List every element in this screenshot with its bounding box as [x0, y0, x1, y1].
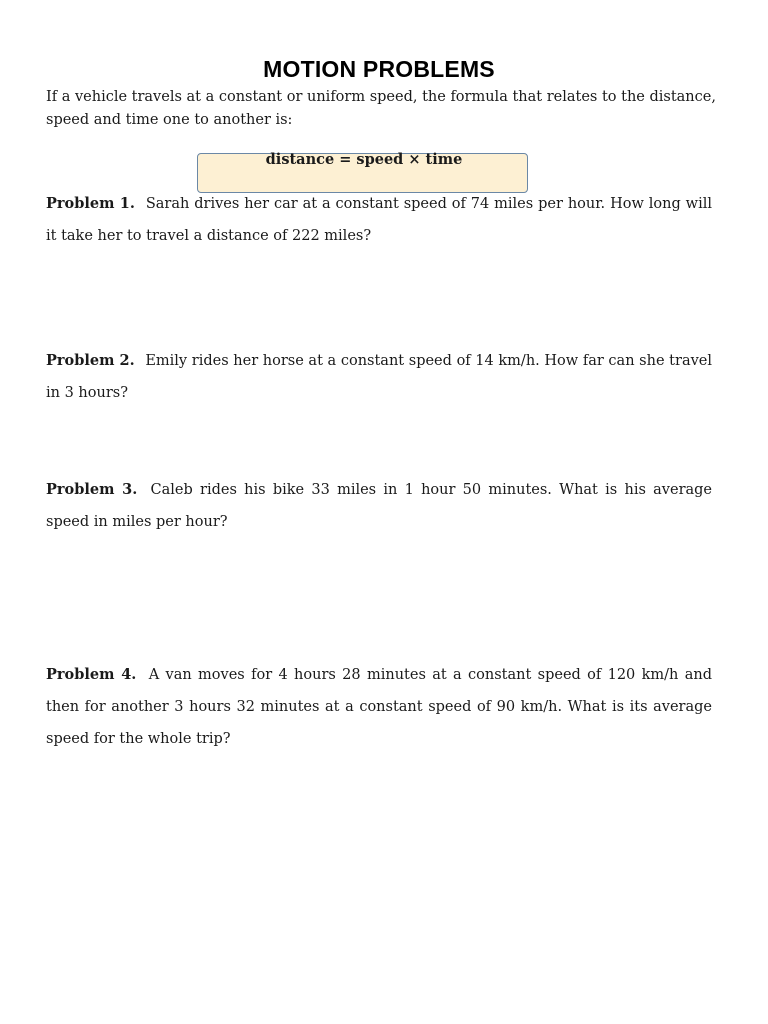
problem-1 — [46, 188, 712, 252]
problem-4-label: Problem 4. — [46, 666, 137, 683]
formula-text: distance = speed × time — [265, 151, 463, 168]
problem-3-text: Caleb rides his bike 33 miles in 1 hour 50 minutes. What is his average speed in miles per hour? — [46, 482, 713, 530]
problem-1-text: Sarah drives her car at a constant speed of 74 miles per hour. How long will it take her to travel a distance of 222 miles? — [46, 196, 713, 244]
problem-2-label: Problem 2. — [46, 352, 135, 369]
problem-2 — [46, 345, 712, 409]
page-title: MOTION PROBLEMS — [263, 56, 495, 82]
problem-4 — [46, 659, 712, 755]
problem-2-text: Emily rides her horse at a constant speed of 14 km/h. How far can she travel in 3 hours? — [46, 353, 712, 401]
problem-3-label: Problem 3. — [46, 481, 138, 498]
problem-1-label: Problem 1. — [46, 195, 135, 212]
intro-paragraph: If a vehicle travels at a constant or uniform speed, the formula that relates to the distance, speed and time one to another is: — [46, 89, 716, 128]
problem-3 — [46, 474, 712, 538]
problem-4-text: A van moves for 4 hours 28 minutes at a constant speed of 120 km/h and then for another 3 hours 32 minutes at a constant speed of 90 km/h. What is its average speed for the whole trip? — [46, 667, 712, 747]
